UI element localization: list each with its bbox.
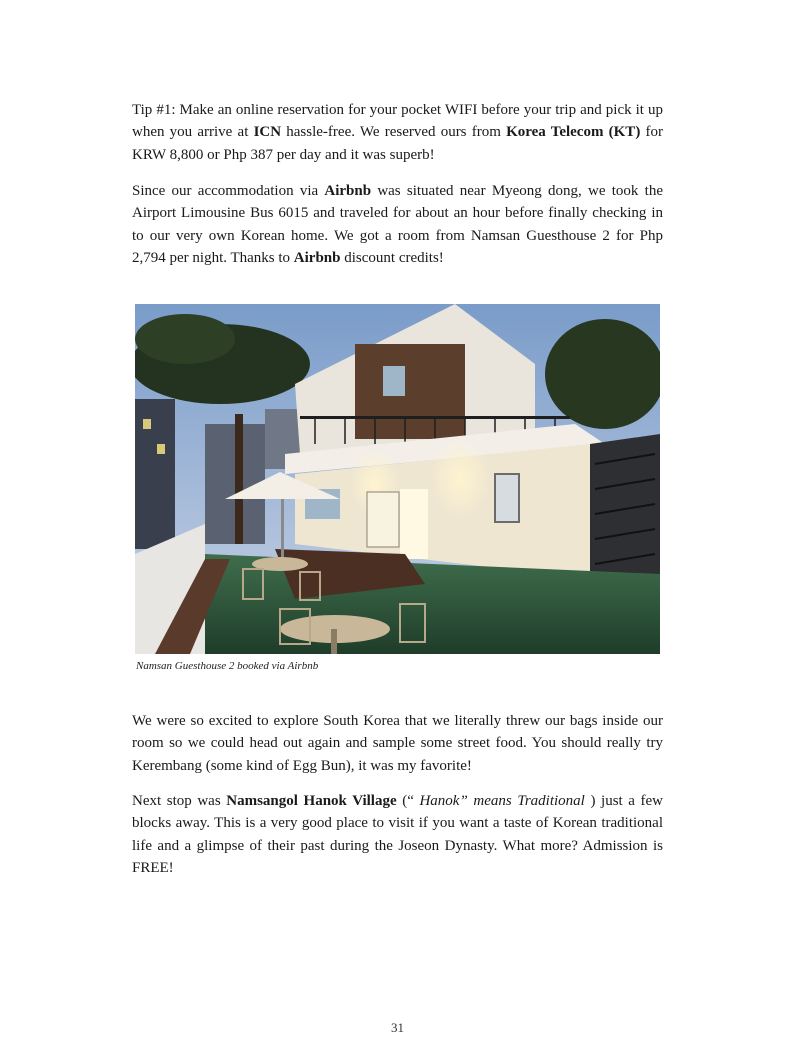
page-number: 31 [391, 1020, 404, 1035]
guesthouse-photo [135, 304, 660, 654]
paragraph-hanok-village: Next stop was Namsangol Hanok Village (“ Hanok” means Traditional ) just a few blocks away. This is a very good place to visit if you want a taste of Korean traditional life and a glimpse of their past during the Joseon Dynasty. What more? Admission is FREE! [132, 793, 664, 876]
paragraph-street-food: We were so excited to explore South Korea that we literally threw our bags inside our room so we could head out again and sample some street food. You should really try Kerembang (some kind of Egg Bun), it was my favorite! [132, 713, 663, 774]
paragraph-accommodation: Since our accommodation via Airbnb was situated near Myeong dong, we took the Airport Limousine Bus 6015 and traveled for about an hour before finally checking in to our very own Korean home. We got a room from Namsan Guesthouse 2 for Php 2,794 per night. Thanks to Airbnb discount credits! [132, 183, 663, 266]
paragraph-pocket-wifi-tip: Tip #1: Make an online reservation for your pocket WIFI before your trip and pick it up when you arrive at ICN hassle-free. We reserved ours from Korea Telecom (KT) for KRW 8,800 or Php 387 per day and it was superb! [132, 102, 663, 163]
photo-caption: Namsan Guesthouse 2 booked via Airbnb [136, 660, 319, 672]
